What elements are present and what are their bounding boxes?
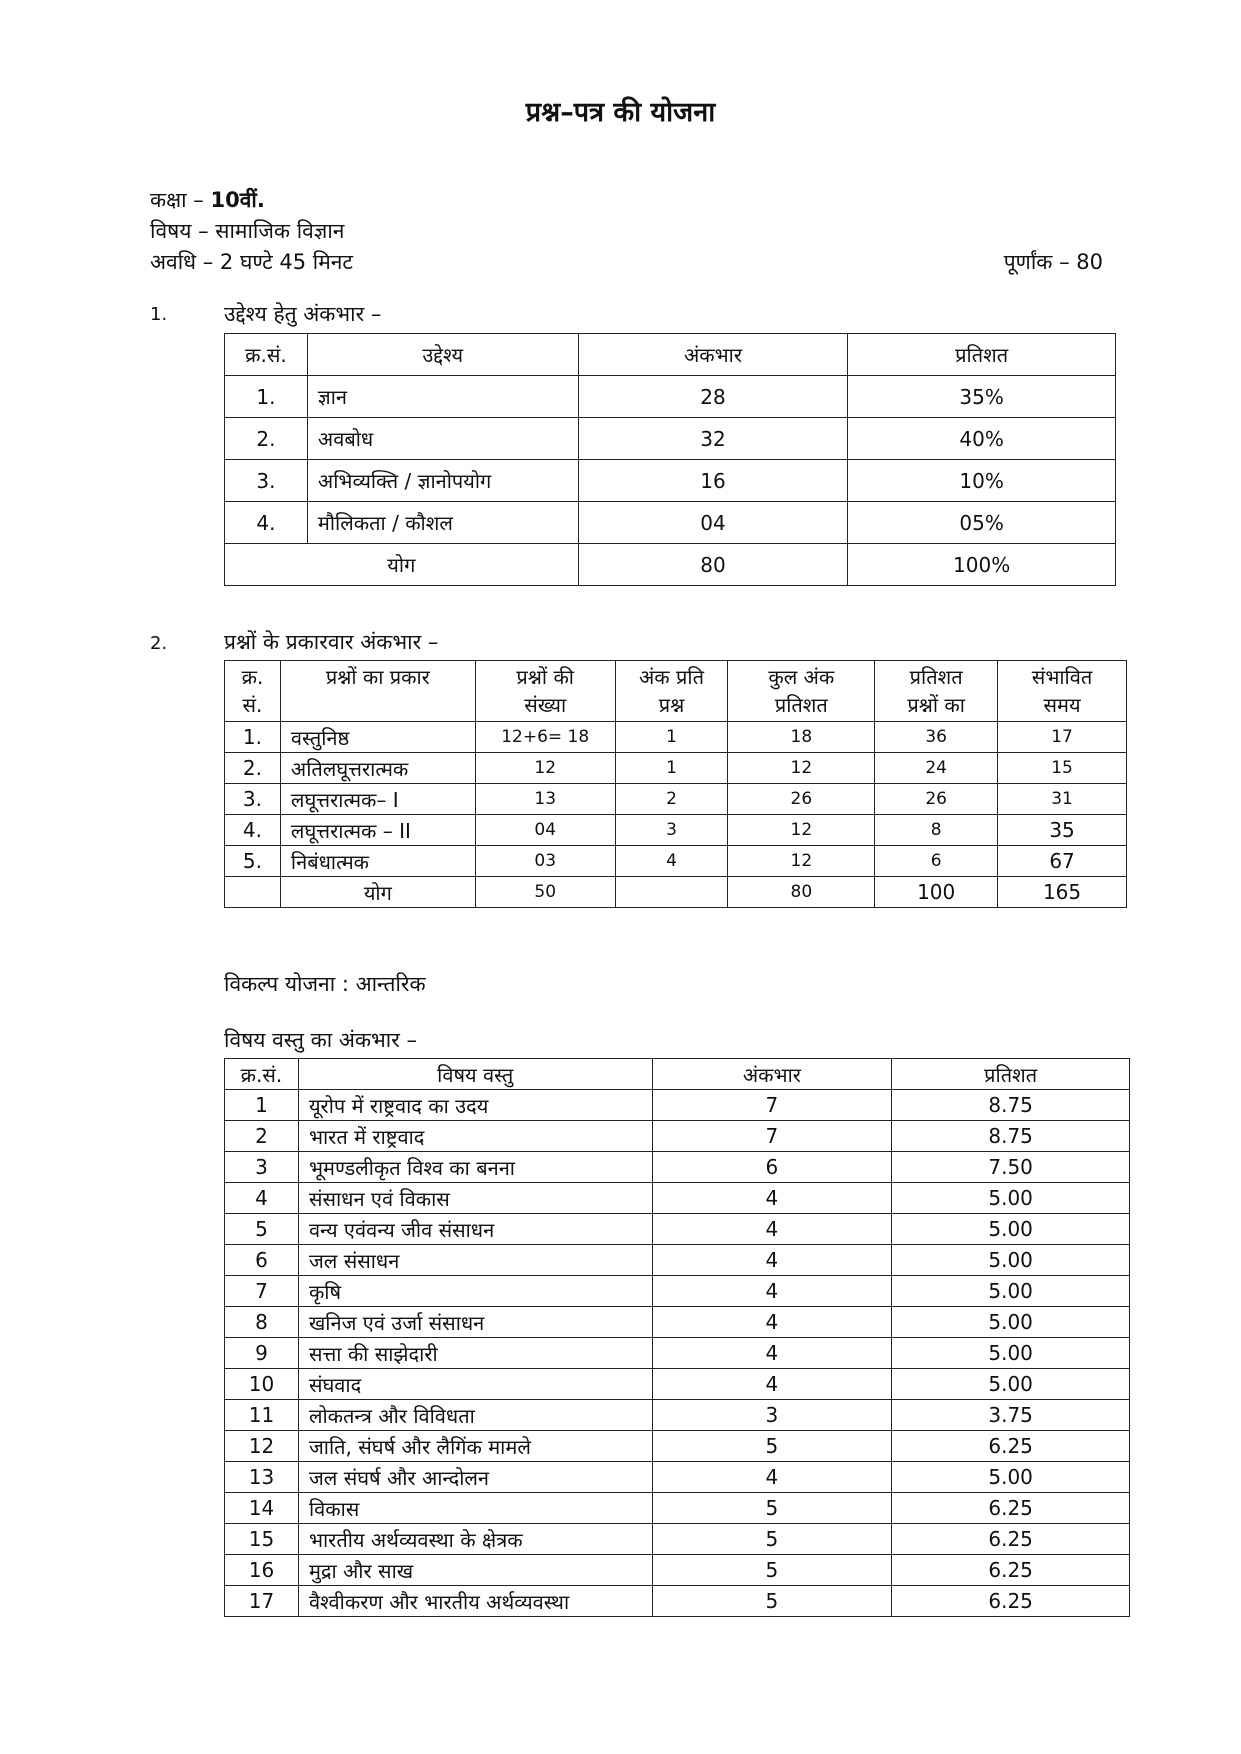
count-cell: 13 [475, 784, 615, 815]
full-marks: पूर्णांक – 80 [1003, 250, 1103, 274]
count-cell: 12+6= 18 [475, 722, 615, 753]
per-cell: 1 [615, 753, 728, 784]
percent-cell: 7.50 [892, 1152, 1130, 1183]
topic-cell: खनिज एवं उर्जा संसाधन [298, 1307, 652, 1338]
table-row [225, 460, 1116, 502]
percent-cell: 8.75 [892, 1121, 1130, 1152]
total-percent: 100% [848, 544, 1116, 586]
topic-cell: संसाधन एवं विकास [298, 1183, 652, 1214]
table-header-row [225, 1059, 1130, 1090]
sn-cell: 17 [225, 1586, 299, 1617]
header-cell: प्रतिशत [892, 1059, 1130, 1090]
total-per [615, 877, 728, 908]
header-cell: क्र. सं. [225, 661, 281, 722]
type-cell: वस्तुनिष्ठ [280, 722, 475, 753]
sn-cell: 5 [225, 1214, 299, 1245]
sn-cell: 15 [225, 1524, 299, 1555]
table-row [225, 418, 1116, 460]
total-cell: 12 [728, 815, 875, 846]
percent-cell: 6.25 [892, 1555, 1130, 1586]
percent-cell: 10% [848, 460, 1116, 502]
marks-cell: 16 [578, 460, 848, 502]
per-cell: 1 [615, 722, 728, 753]
option-plan: विकल्प योजना : आन्तरिक [224, 972, 426, 996]
header-cell: प्रश्नों की संख्या [475, 661, 615, 722]
percent-cell: 40% [848, 418, 1116, 460]
marks-cell: 4 [652, 1462, 892, 1493]
topic-cell: लोकतन्त्र और विविधता [298, 1400, 652, 1431]
sn-cell: 2 [225, 1121, 299, 1152]
percent-cell: 26 [875, 784, 998, 815]
topic-cell: वैश्वीकरण और भारतीय अर्थव्यवस्था [298, 1586, 652, 1617]
table-row [225, 1214, 1130, 1245]
total-marks: 80 [728, 877, 875, 908]
time-cell: 31 [998, 784, 1127, 815]
total-time: 165 [998, 877, 1127, 908]
time-cell: 17 [998, 722, 1127, 753]
total-cell: 12 [728, 753, 875, 784]
sn-cell: 1 [225, 1090, 299, 1121]
percent-cell: 3.75 [892, 1400, 1130, 1431]
sn-cell: 3. [225, 460, 308, 502]
table-header-row [225, 661, 1127, 722]
sn-cell: 5. [225, 846, 281, 877]
sn-cell: 7 [225, 1276, 299, 1307]
sn-cell: 1. [225, 376, 308, 418]
table-row [225, 1400, 1130, 1431]
percent-cell: 6.25 [892, 1431, 1130, 1462]
marks-cell: 4 [652, 1276, 892, 1307]
sn-cell: 6 [225, 1245, 299, 1276]
marks-cell: 4 [652, 1245, 892, 1276]
count-cell: 03 [475, 846, 615, 877]
topic-cell: यूरोप में राष्ट्रवाद का उदय [298, 1090, 652, 1121]
percent-cell: 5.00 [892, 1245, 1130, 1276]
percent-cell: 24 [875, 753, 998, 784]
percent-cell: 5.00 [892, 1338, 1130, 1369]
table-row [225, 1431, 1130, 1462]
type-cell: लघूत्तरात्मक– I [280, 784, 475, 815]
table-row [225, 1090, 1130, 1121]
section2-heading: प्रश्नों के प्रकारवार अंकभार – [224, 630, 439, 654]
objective-cell: अवबोध [307, 418, 578, 460]
table-row [225, 1586, 1130, 1617]
header-cell: विषय वस्तु [298, 1059, 652, 1090]
table-row [225, 815, 1127, 846]
total-marks: 80 [578, 544, 848, 586]
topic-cell: विकास [298, 1493, 652, 1524]
percent-cell: 6.25 [892, 1493, 1130, 1524]
percent-cell: 5.00 [892, 1276, 1130, 1307]
total-count: 50 [475, 877, 615, 908]
table-row [225, 784, 1127, 815]
section2-number: 2. [150, 633, 168, 654]
sn-cell: 1. [225, 722, 281, 753]
topic-cell: मुद्रा और साख [298, 1555, 652, 1586]
percent-cell: 5.00 [892, 1462, 1130, 1493]
objective-cell: अभिव्यक्ति / ज्ञानोपयोग [307, 460, 578, 502]
topic-cell: कृषि [298, 1276, 652, 1307]
total-cell: 12 [728, 846, 875, 877]
marks-cell: 5 [652, 1555, 892, 1586]
count-cell: 12 [475, 753, 615, 784]
percent-cell: 5.00 [892, 1183, 1130, 1214]
table-header-row [225, 334, 1116, 376]
topic-cell: जल संघर्ष और आन्दोलन [298, 1462, 652, 1493]
sn-cell: 4. [225, 815, 281, 846]
header-cell: प्रश्नों का प्रकार [280, 661, 475, 722]
percent-cell: 5.00 [892, 1307, 1130, 1338]
table-row [225, 376, 1116, 418]
class-value: 10वीं. [210, 188, 265, 212]
sn-cell: 8 [225, 1307, 299, 1338]
topic-cell: जल संसाधन [298, 1245, 652, 1276]
topic-cell: संघवाद [298, 1369, 652, 1400]
class-line [150, 186, 265, 214]
header-cell: कुल अंक प्रतिशत [728, 661, 875, 722]
sn-cell: 11 [225, 1400, 299, 1431]
marks-cell: 4 [652, 1338, 892, 1369]
header-cell: प्रतिशत प्रश्नों का [875, 661, 998, 722]
percent-cell: 6.25 [892, 1586, 1130, 1617]
sn-cell: 10 [225, 1369, 299, 1400]
topic-cell: भारतीय अर्थव्यवस्था के क्षेत्रक [298, 1524, 652, 1555]
marks-cell: 7 [652, 1121, 892, 1152]
time-cell: 35 [998, 815, 1127, 846]
table-row [225, 1524, 1130, 1555]
table-row [225, 1276, 1130, 1307]
subject-line: विषय – सामाजिक विज्ञान [150, 219, 345, 243]
header-cell: अंकभार [652, 1059, 892, 1090]
section1-number: 1. [150, 304, 168, 325]
marks-cell: 5 [652, 1431, 892, 1462]
topic-cell: भूमण्डलीकृत विश्व का बनना [298, 1152, 652, 1183]
header-cell: संभावित समय [998, 661, 1127, 722]
sn-cell: 16 [225, 1555, 299, 1586]
header-cell: क्र.सं. [225, 1059, 299, 1090]
table-row [225, 1338, 1130, 1369]
question-type-table [224, 660, 1127, 908]
table-row [225, 1369, 1130, 1400]
header-cell: उद्देश्य [307, 334, 578, 376]
section3-heading: विषय वस्तु का अंकभार – [224, 1028, 417, 1052]
percent-cell: 35% [848, 376, 1116, 418]
sn-cell: 9 [225, 1338, 299, 1369]
total-label: योग [280, 877, 475, 908]
percent-cell: 5.00 [892, 1214, 1130, 1245]
topic-cell: जाति, संघर्ष और लैगिंक मामले [298, 1431, 652, 1462]
marks-cell: 32 [578, 418, 848, 460]
count-cell: 04 [475, 815, 615, 846]
percent-cell: 8.75 [892, 1090, 1130, 1121]
percent-cell: 6.25 [892, 1524, 1130, 1555]
topic-cell: सत्ता की साझेदारी [298, 1338, 652, 1369]
table-row [225, 1152, 1130, 1183]
marks-cell: 4 [652, 1183, 892, 1214]
sn-cell: 13 [225, 1462, 299, 1493]
marks-cell: 6 [652, 1152, 892, 1183]
header-cell: क्र.सं. [225, 334, 308, 376]
total-row [225, 877, 1127, 908]
duration-line: अवधि – 2 घण्टे 45 मिनट [150, 250, 354, 274]
percent-cell: 6 [875, 846, 998, 877]
header-cell: अंक प्रति प्रश्न [615, 661, 728, 722]
time-cell: 67 [998, 846, 1127, 877]
percent-cell: 05% [848, 502, 1116, 544]
type-cell: निबंधात्मक [280, 846, 475, 877]
table-row [225, 846, 1127, 877]
marks-cell: 4 [652, 1369, 892, 1400]
table-row [225, 1307, 1130, 1338]
marks-cell: 5 [652, 1586, 892, 1617]
marks-cell: 28 [578, 376, 848, 418]
sn-cell: 2. [225, 418, 308, 460]
table-row [225, 1555, 1130, 1586]
marks-cell: 3 [652, 1400, 892, 1431]
sn-cell: 4. [225, 502, 308, 544]
page-title: प्रश्न–पत्र की योजना [525, 97, 716, 128]
table-row [225, 722, 1127, 753]
objective-cell: ज्ञान [307, 376, 578, 418]
sn-cell: 2. [225, 753, 281, 784]
sn-cell: 14 [225, 1493, 299, 1524]
sn-cell: 3 [225, 1152, 299, 1183]
sn-cell: 4 [225, 1183, 299, 1214]
header-cell: अंकभार [578, 334, 848, 376]
total-row [225, 544, 1116, 586]
topic-cell: वन्य एवंवन्य जीव संसाधन [298, 1214, 652, 1245]
per-cell: 4 [615, 846, 728, 877]
marks-cell: 5 [652, 1493, 892, 1524]
table-row [225, 1121, 1130, 1152]
marks-cell: 5 [652, 1524, 892, 1555]
objective-table [224, 333, 1116, 586]
class-label: कक्षा – [150, 188, 204, 212]
type-cell: अतिलघूत्तरात्मक [280, 753, 475, 784]
marks-cell: 04 [578, 502, 848, 544]
table-row [225, 502, 1116, 544]
table-row [225, 1245, 1130, 1276]
percent-cell: 36 [875, 722, 998, 753]
marks-cell: 4 [652, 1214, 892, 1245]
total-cell: 18 [728, 722, 875, 753]
type-cell: लघूत्तरात्मक – II [280, 815, 475, 846]
table-row [225, 1462, 1130, 1493]
table-row [225, 1183, 1130, 1214]
empty-cell [225, 877, 281, 908]
total-cell: 26 [728, 784, 875, 815]
topic-cell: भारत में राष्ट्रवाद [298, 1121, 652, 1152]
sn-cell: 12 [225, 1431, 299, 1462]
objective-cell: मौलिकता / कौशल [307, 502, 578, 544]
content-table [224, 1058, 1130, 1617]
marks-cell: 4 [652, 1307, 892, 1338]
percent-cell: 5.00 [892, 1369, 1130, 1400]
table-row [225, 1493, 1130, 1524]
per-cell: 3 [615, 815, 728, 846]
time-cell: 15 [998, 753, 1127, 784]
header-cell: प्रतिशत [848, 334, 1116, 376]
sn-cell: 3. [225, 784, 281, 815]
per-cell: 2 [615, 784, 728, 815]
total-percent: 100 [875, 877, 998, 908]
section1-heading: उद्देश्य हेतु अंकभार – [224, 302, 382, 326]
total-label: योग [225, 544, 579, 586]
percent-cell: 8 [875, 815, 998, 846]
table-row [225, 753, 1127, 784]
marks-cell: 7 [652, 1090, 892, 1121]
